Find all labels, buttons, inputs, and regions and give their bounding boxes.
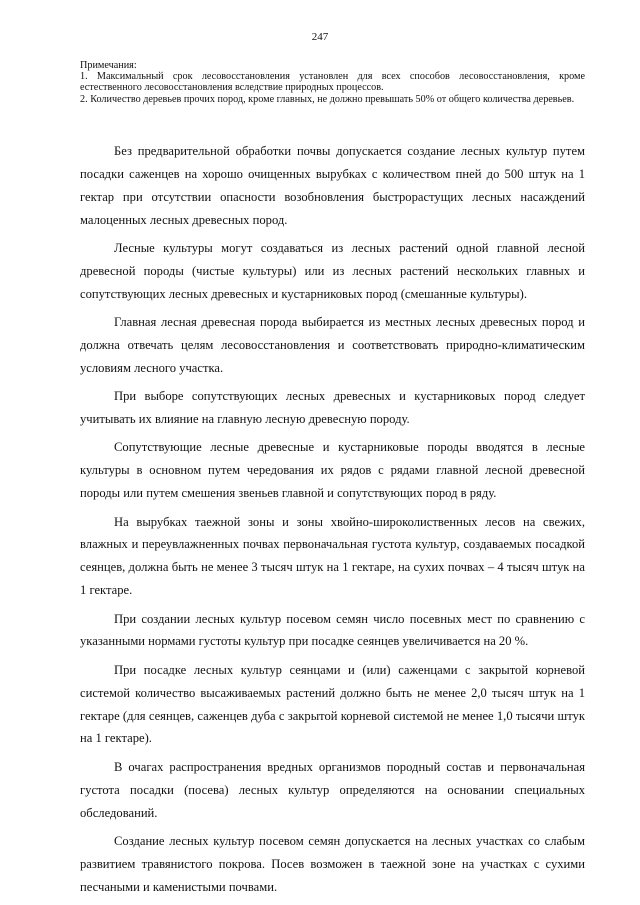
paragraph: При выборе сопутствующих лесных древесных и кустарниковых пород следует учитывать их влияние на главную лесную древесную породу.: [80, 389, 585, 427]
notes-block: [80, 60, 585, 105]
paragraph: Сопутствующие лесные древесные и кустарниковые породы вводятся в лесные культуры в основном путем чередования их рядов с рядами главной лесной древесной породы или путем смешения звеньев главной и сопутствующих пород в ряду.: [80, 440, 585, 501]
notes-heading: Примечания:: [80, 60, 137, 71]
paragraph: Главная лесная древесная порода выбирается из местных лесных древесных пород и должна отвечать целям лесовосстановления и соответствовать природно-климатическим условиям лесного участка.: [80, 315, 585, 375]
page-number: 247: [311, 31, 329, 43]
paragraph: При посадке лесных культур сеянцами и (или) саженцами с закрытой корневой системой количество высаживаемых растений должно быть не менее 2,0 тысяч штук на 1 гектаре (для сеянцев, саженцев дуба с закрытой корневой системой не менее 1,0 тысячи штук на 1 гектаре).: [80, 662, 585, 746]
main-text: [80, 140, 585, 904]
paragraph: На вырубках таежной зоны и зоны хвойно-широколиственных лесов на свежих, влажных и переувлажненных почвах первоначальная густота культур, создаваемых посадкой сеянцев, должна быть не менее 3 тысяч штук на 1 гектаре, на сухих почвах – 4 тысяч штук на 1 гектаре.: [80, 514, 585, 598]
paragraph: В очагах распространения вредных организмов породный состав и первоначальная густота посадки (посева) лесных культур определяются на основании специальных обследований.: [80, 759, 585, 820]
paragraph: Лесные культуры могут создаваться из лесных растений одной главной лесной древесной породы (чистые культуры) или из лесных растений нескольких главных и сопутствующих лесных древесных и кустарниковых пород (смешанные культуры).: [80, 241, 585, 301]
note-item: 1. Максимальный срок лесовосстановления установлен для всех способов лесовосстановления, кроме естественного лесовосстановления вследствие природных процессов.: [80, 71, 585, 94]
paragraph: Без предварительной обработки почвы допускается создание лесных культур путем посадки саженцев на хорошо очищенных вырубках с количеством пней до 500 штук на 1 гектар при отсутствии опасности возобновления быстрорастущих лесных насаждений малоценных лесных древесных пород.: [80, 144, 585, 227]
paragraph: При создании лесных культур посевом семян число посевных мест по сравнению с указанными нормами густоты культур при посадке сеянцев увеличивается на 20 %.: [80, 611, 585, 649]
paragraph: Создание лесных культур посевом семян допускается на лесных участках со слабым развитием травянистого покрова. Посев возможен в таежной зоне на участках с сухими песчаными и каменистыми почвами.: [80, 833, 585, 894]
note-item: 2. Количество деревьев прочих пород, кроме главных, не должно превышать 50% от общего количества деревьев.: [80, 93, 575, 105]
